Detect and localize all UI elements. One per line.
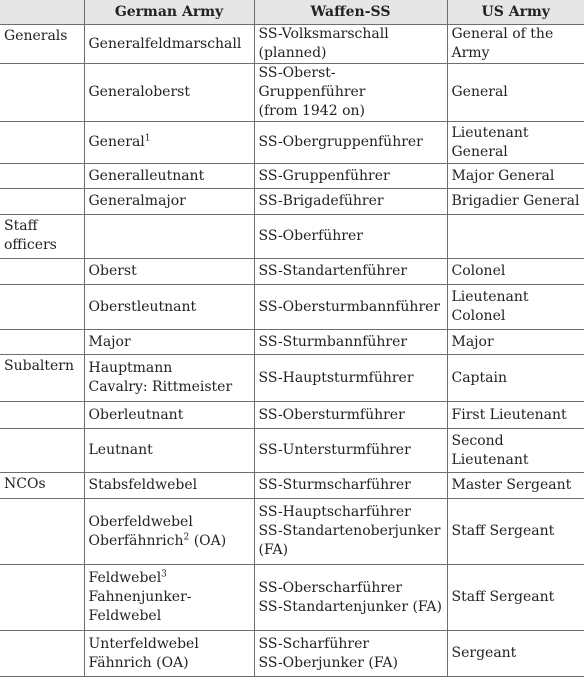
- german-rank-line: Oberstleutnant: [88, 298, 197, 315]
- waffen-ss-rank: [254, 330, 447, 355]
- german-army-rank: [84, 473, 254, 499]
- ss-rank-line: SS-Scharführer: [258, 635, 370, 652]
- waffen-ss-rank: [254, 164, 447, 189]
- category-line: Subaltern: [4, 358, 75, 374]
- us-rank-line: First Lieutenant: [451, 406, 567, 423]
- german-army-rank: [84, 215, 254, 259]
- ss-rank-line: SS-Gruppenführer: [258, 167, 390, 184]
- waffen-ss-rank: [254, 189, 447, 215]
- table-row: [0, 215, 584, 259]
- german-army-rank: [84, 64, 254, 122]
- category-cell: [0, 355, 84, 402]
- german-army-rank: [84, 330, 254, 355]
- us-rank-line: Staff Sergeant: [451, 589, 555, 605]
- table-row: [0, 565, 584, 631]
- header-waffen-ss: Waffen-SS: [254, 0, 447, 25]
- us-rank-line: Captain: [451, 369, 507, 386]
- us-army-rank: [447, 402, 584, 429]
- waffen-ss-rank: [254, 631, 447, 677]
- german-rank-line: Fahnenjunker-: [88, 589, 192, 605]
- german-rank-line: Major: [88, 333, 131, 350]
- waffen-ss-rank: [254, 565, 447, 631]
- ss-rank-line: SS-Standartenführer: [258, 263, 408, 279]
- category-cell: [0, 164, 84, 189]
- footnote-marker: 1: [144, 133, 151, 144]
- us-army-rank: [447, 330, 584, 355]
- us-rank-line: General: [451, 143, 508, 160]
- category-cell: [0, 25, 84, 64]
- category-line: officers: [4, 237, 57, 253]
- ss-rank-line: SS-Brigadeführer: [258, 193, 384, 209]
- german-rank-line: Generalleutnant: [88, 167, 205, 184]
- german-rank-line: Generalmajor: [88, 193, 186, 209]
- german-rank-line: Leutnant: [88, 442, 153, 458]
- german-army-rank: [84, 259, 254, 285]
- table-row: [0, 25, 584, 64]
- us-rank-line: Major: [451, 333, 494, 350]
- table-row: [0, 285, 584, 330]
- german-rank-line: Generalfeldmarschall: [88, 35, 242, 52]
- category-line: Staff: [4, 218, 38, 234]
- german-army-rank: [84, 499, 254, 565]
- german-army-rank: [84, 565, 254, 631]
- german-rank-line: Oberleutnant: [88, 406, 184, 423]
- ss-rank-line: SS-Volksmarschall: [258, 26, 389, 42]
- waffen-ss-rank: [254, 259, 447, 285]
- german-army-rank: [84, 25, 254, 64]
- us-army-rank: [447, 164, 584, 189]
- german-army-rank: [84, 402, 254, 429]
- us-army-rank: [447, 355, 584, 402]
- category-cell: [0, 215, 84, 259]
- german-army-rank: [84, 631, 254, 677]
- category-cell: [0, 402, 84, 429]
- ss-rank-line: SS-Obersturmbannführer: [258, 298, 441, 315]
- waffen-ss-rank: [254, 25, 447, 64]
- german-rank-line: Generaloberst: [88, 84, 190, 100]
- us-army-rank: [447, 189, 584, 215]
- german-rank-line: General$^1$: [88, 133, 151, 150]
- ss-rank-line: (planned): [258, 45, 327, 61]
- us-army-rank: [447, 499, 584, 565]
- ss-rank-line: (from 1942 on): [258, 103, 365, 119]
- waffen-ss-rank: [254, 429, 447, 473]
- category-cell: [0, 189, 84, 215]
- rank-table-body: [0, 25, 584, 677]
- table-row: [0, 189, 584, 215]
- table-row: [0, 402, 584, 429]
- table-row: [0, 355, 584, 402]
- table-row: [0, 631, 584, 677]
- waffen-ss-rank: [254, 285, 447, 330]
- ss-rank-line: SS-Obergruppenführer: [258, 134, 423, 150]
- us-army-rank: [447, 429, 584, 473]
- footnote-marker: 3: [161, 569, 167, 580]
- us-army-rank: [447, 259, 584, 285]
- ss-rank-line: SS-Oberjunker (FA): [258, 654, 398, 671]
- table-row: [0, 64, 584, 122]
- us-rank-line: Sergeant: [451, 645, 517, 661]
- header-row: [0, 0, 584, 25]
- german-army-rank: [84, 189, 254, 215]
- us-rank-line: Second: [451, 432, 504, 449]
- us-rank-line: General: [451, 84, 508, 100]
- us-rank-line: Army: [451, 45, 490, 61]
- category-cell: [0, 330, 84, 355]
- ss-rank-line: SS-Sturmbannführer: [258, 333, 408, 350]
- us-rank-line: Colonel: [451, 308, 506, 324]
- waffen-ss-rank: [254, 122, 447, 164]
- ss-rank-line: SS-Oberscharführer: [258, 579, 403, 596]
- german-army-rank: [84, 285, 254, 330]
- category-cell: [0, 429, 84, 473]
- header-german-army: German Army: [84, 0, 254, 25]
- table-row: [0, 259, 584, 285]
- us-rank-line: Major General: [451, 167, 555, 184]
- german-rank-line: Oberst: [88, 263, 137, 279]
- german-rank-line: Unterfeldwebel: [88, 635, 199, 652]
- us-army-rank: [447, 631, 584, 677]
- german-rank-line: Feldwebel: [88, 608, 162, 624]
- us-rank-line: Master Sergeant: [451, 477, 572, 493]
- ss-rank-line: SS-Hauptscharführer: [258, 504, 411, 520]
- ss-rank-line: (FA): [258, 542, 289, 558]
- category-cell: [0, 565, 84, 631]
- category-cell: [0, 473, 84, 499]
- table-row: [0, 164, 584, 189]
- category-line: Generals: [4, 28, 68, 44]
- ss-rank-line: SS-Standartenoberjunker: [258, 523, 441, 539]
- ss-rank-line: SS-Obersturmführer: [258, 406, 405, 423]
- category-cell: [0, 631, 84, 677]
- waffen-ss-rank: [254, 473, 447, 499]
- ss-rank-line: SS-Untersturmführer: [258, 442, 411, 458]
- german-rank-line: Cavalry: Rittmeister: [88, 379, 233, 395]
- us-army-rank: [447, 122, 584, 164]
- us-army-rank: [447, 25, 584, 64]
- us-army-rank: [447, 565, 584, 631]
- us-army-rank: [447, 473, 584, 499]
- german-rank-line: Oberfeldwebel: [88, 513, 193, 530]
- table-row: [0, 429, 584, 473]
- table-row: [0, 499, 584, 565]
- us-army-rank: [447, 64, 584, 122]
- category-cell: [0, 259, 84, 285]
- german-rank-line: Fähnrich (OA): [88, 654, 189, 671]
- german-rank-line: Feldwebel$^3$: [88, 569, 167, 586]
- category-cell: [0, 285, 84, 330]
- category-cell: [0, 499, 84, 565]
- us-rank-line: General of the: [451, 26, 554, 42]
- german-army-rank: [84, 429, 254, 473]
- german-army-rank: [84, 122, 254, 164]
- waffen-ss-rank: [254, 499, 447, 565]
- us-rank-line: Lieutenant: [451, 124, 529, 141]
- us-rank-line: Colonel: [451, 263, 506, 279]
- header-us-army: US Army: [447, 0, 584, 25]
- german-rank-line: Stabsfeldwebel: [88, 477, 198, 493]
- german-army-rank: [84, 164, 254, 189]
- category-cell: [0, 122, 84, 164]
- waffen-ss-rank: [254, 215, 447, 259]
- ss-rank-line: SS-Oberführer: [258, 228, 363, 244]
- table-row: [0, 330, 584, 355]
- us-rank-line: Lieutenant: [451, 289, 529, 305]
- waffen-ss-rank: [254, 64, 447, 122]
- table-row: [0, 122, 584, 164]
- ss-rank-line: SS-Sturmscharführer: [258, 477, 411, 493]
- ss-rank-line: SS-Standartenjunker (FA): [258, 598, 443, 615]
- ss-rank-line: SS-Hauptsturmführer: [258, 369, 414, 386]
- german-rank-line: Oberfähnrich$^2$ (OA): [88, 531, 227, 549]
- table-row: [0, 473, 584, 499]
- german-rank-line: Hauptmann: [88, 360, 173, 376]
- waffen-ss-rank: [254, 402, 447, 429]
- waffen-ss-rank: [254, 355, 447, 402]
- us-army-rank: [447, 285, 584, 330]
- us-army-rank: [447, 215, 584, 259]
- us-rank-line: Brigadier General: [451, 193, 580, 209]
- category-line: NCOs: [4, 476, 46, 492]
- german-army-rank: [84, 355, 254, 402]
- us-rank-line: Staff Sergeant: [451, 523, 555, 539]
- category-cell: [0, 64, 84, 122]
- header-category: [0, 0, 84, 25]
- ss-rank-line: SS-Oberst-Gruppenführer: [258, 65, 366, 100]
- us-rank-line: Lieutenant: [451, 451, 529, 468]
- footnote-marker: 2: [183, 531, 190, 542]
